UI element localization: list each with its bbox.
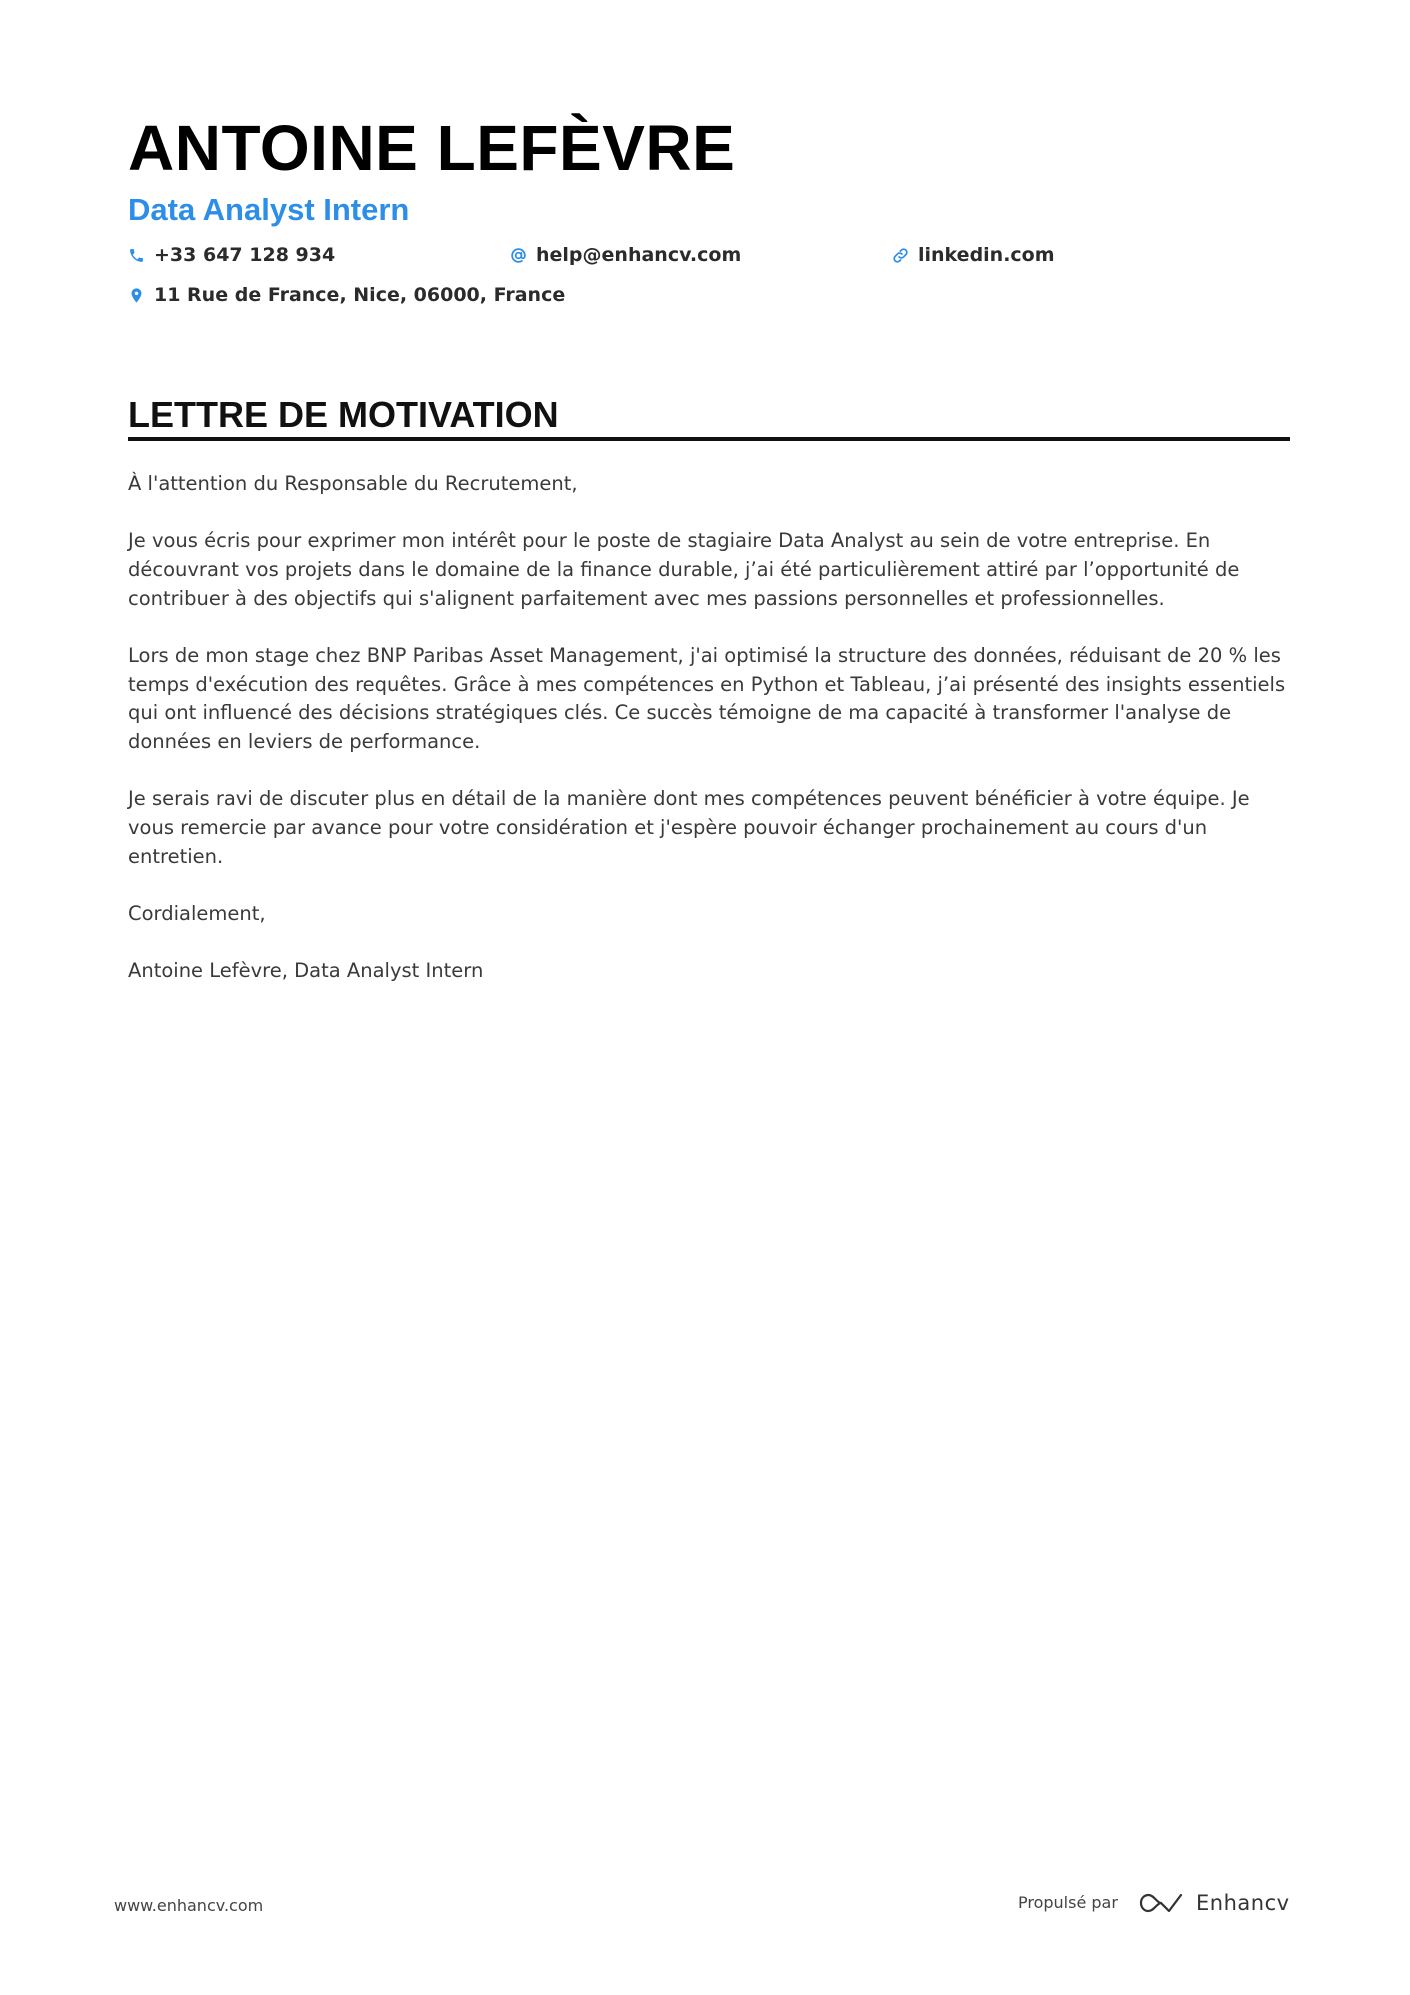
contact-phone-text: +33 647 128 934 bbox=[154, 244, 336, 266]
footer-brand[interactable] bbox=[1138, 1890, 1290, 1916]
letter-paragraph: Lors de mon stage chez BNP Paribas Asset Management, j'ai optimisé la structure des données, réduisant de 20 % les temps d'exécution des requêtes. Grâce à mes compétences en Python et Tableau, j’ai présenté des insights essentiels qui ont influencé des décisions stratégiques clés. Ce succès témoigne de ma capacité à transformer l'analyse de données en leviers de performance. bbox=[128, 643, 1286, 753]
contact-email[interactable] bbox=[510, 242, 741, 268]
footer-website-link[interactable]: www.enhancv.com bbox=[114, 1896, 264, 1915]
section-divider bbox=[128, 437, 1290, 441]
candidate-name: ANTOINE LEFÈVRE bbox=[128, 112, 736, 184]
job-title: Data Analyst Intern bbox=[128, 192, 410, 227]
letter-paragraph: Je vous écris pour exprimer mon intérêt pour le poste de stagiaire Data Analyst au sein de votre entreprise. En découvrant vos projets dans le domaine de la finance durable, j’ai été particulièrement attiré par l’opportunité de contribuer à des objectifs qui s'alignent parfaitement avec mes passions personnelles et professionnelles. bbox=[128, 529, 1240, 610]
enhancv-logo-icon bbox=[1138, 1890, 1184, 1916]
footer-powered-by: Propulsé par bbox=[1018, 1893, 1118, 1912]
letter-signature: Antoine Lefèvre, Data Analyst Intern bbox=[128, 958, 484, 982]
contact-linkedin[interactable] bbox=[892, 242, 1055, 268]
letter-body bbox=[128, 470, 1290, 1014]
contact-linkedin-text: linkedin.com bbox=[918, 244, 1055, 266]
contact-address bbox=[128, 282, 565, 308]
contact-email-text: help@enhancv.com bbox=[536, 244, 742, 266]
contact-phone[interactable] bbox=[128, 242, 335, 268]
letter-salutation: À l'attention du Responsable du Recrutement, bbox=[128, 472, 578, 495]
link-icon bbox=[892, 247, 909, 264]
section-title: LETTRE DE MOTIVATION bbox=[128, 394, 559, 435]
phone-icon bbox=[128, 247, 145, 264]
letter-paragraph: Je serais ravi de discuter plus en détail de la manière dont mes compétences peuvent bénéficier à votre équipe. Je vous remercie par avance pour votre considération et j'espère pouvoir échanger prochainement au cours d'un entretien. bbox=[128, 787, 1250, 868]
location-pin-icon bbox=[128, 287, 145, 304]
at-icon bbox=[510, 247, 527, 264]
letter-closing: Cordialement, bbox=[128, 901, 266, 925]
contact-address-text: 11 Rue de France, Nice, 06000, France bbox=[154, 284, 566, 306]
footer-brand-name: Enhancv bbox=[1196, 1891, 1290, 1915]
